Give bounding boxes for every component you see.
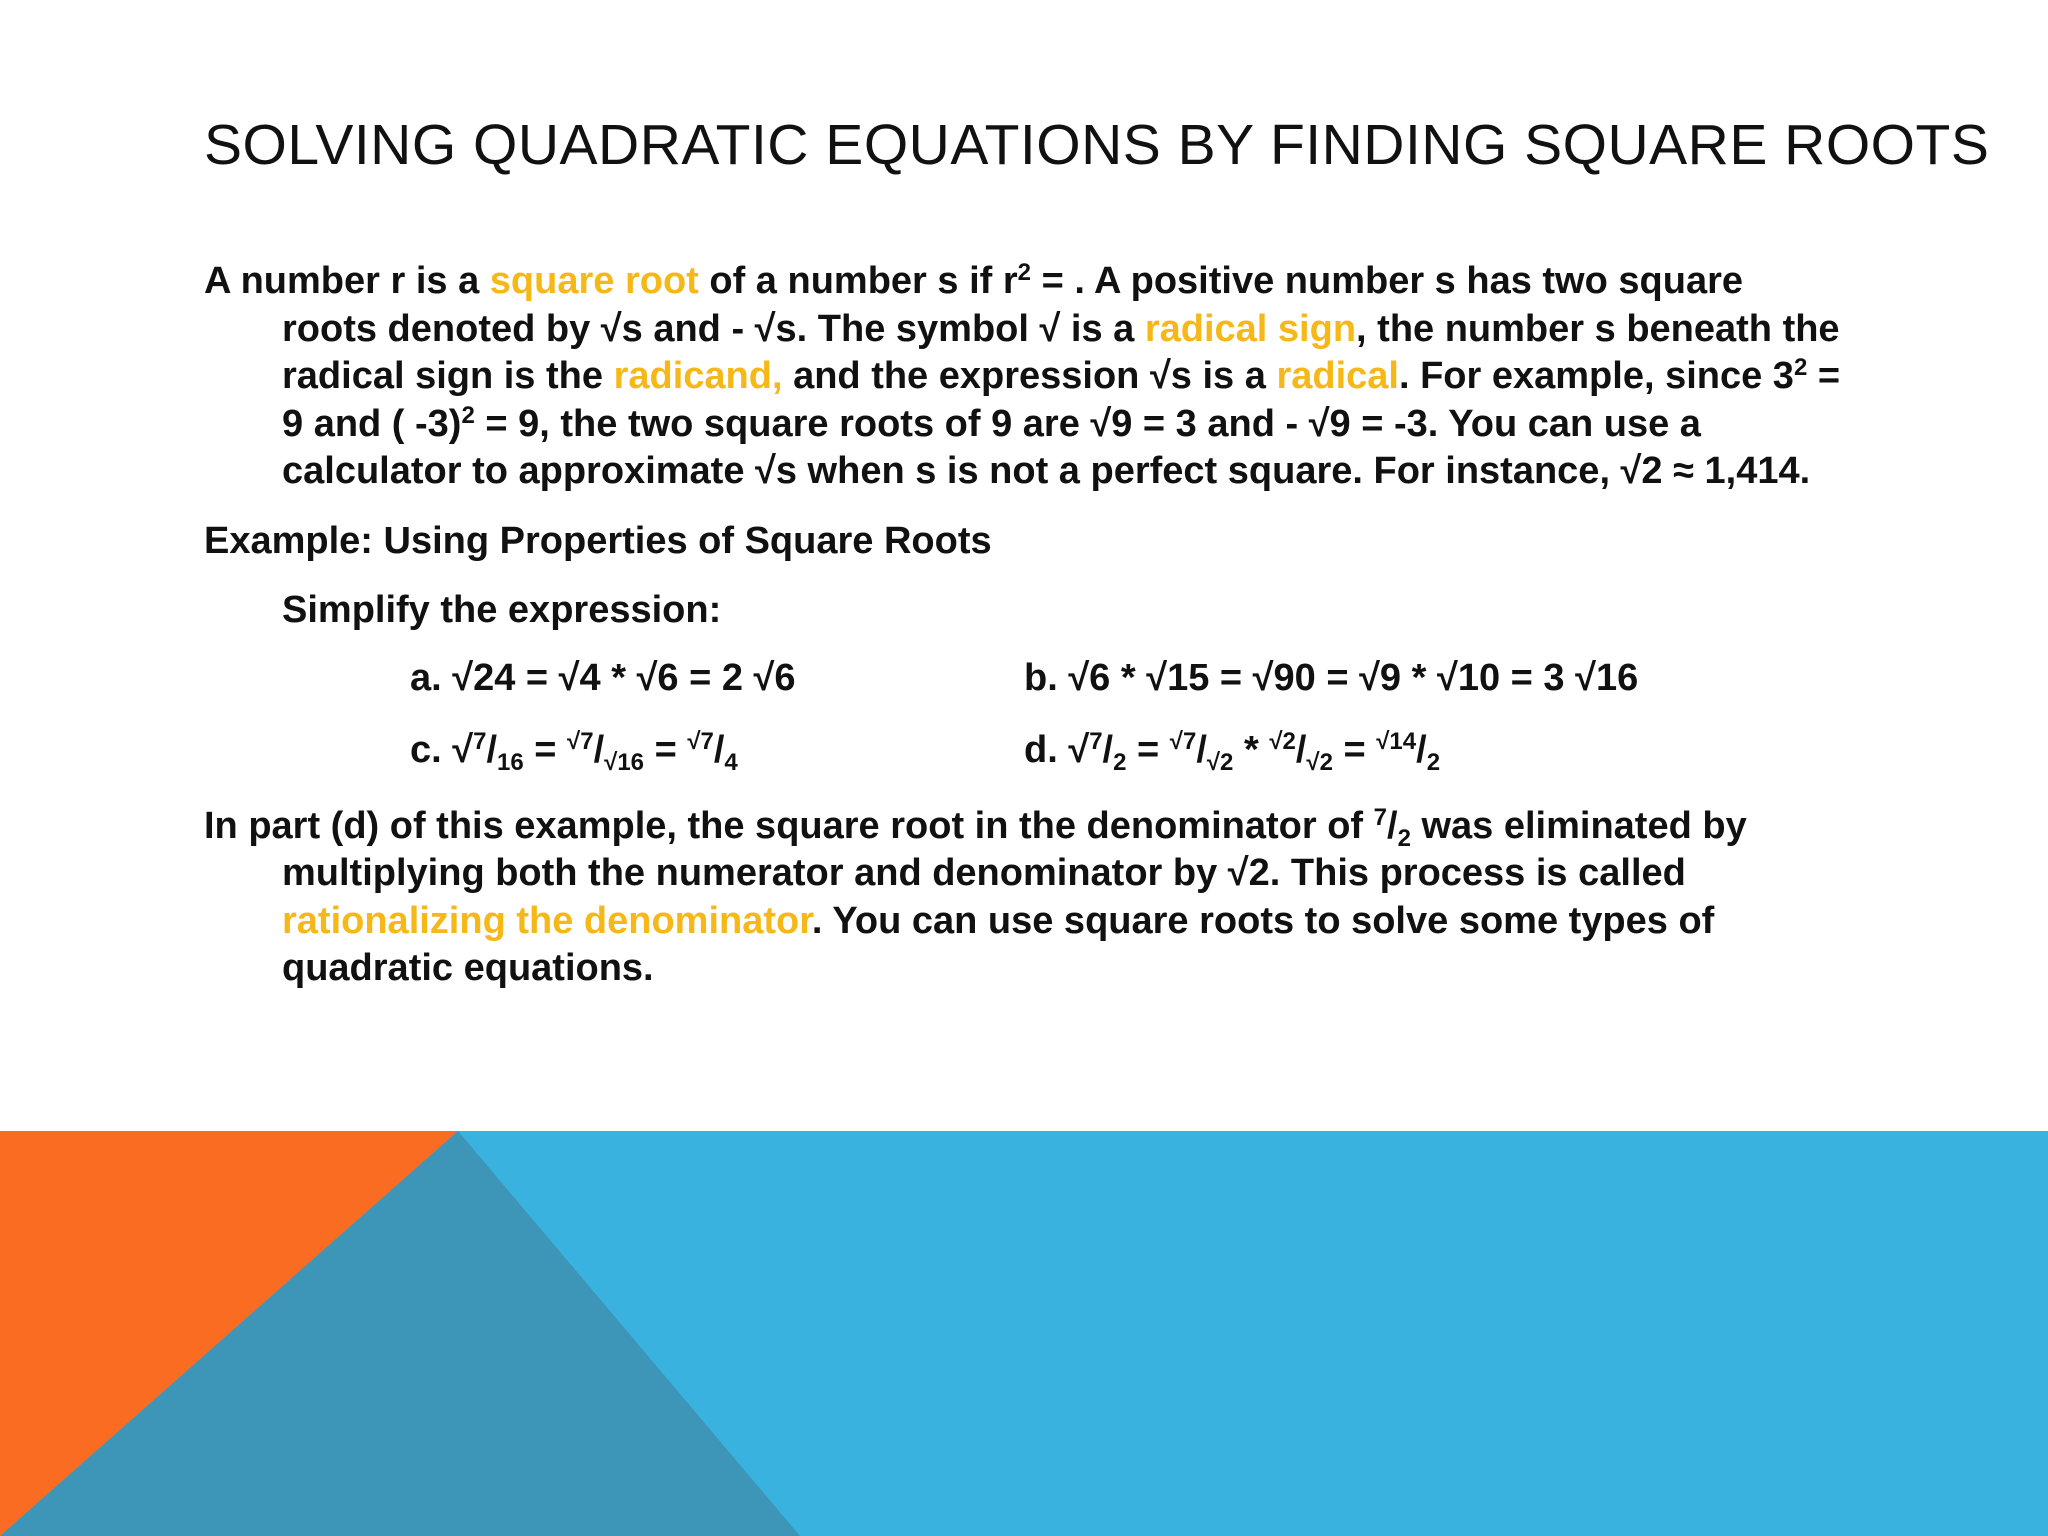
numerator: 7 <box>1373 803 1387 831</box>
fraction-slash: / <box>713 728 725 771</box>
term-radical: radical <box>1276 355 1399 397</box>
example-instruction: Simplify the expression: <box>282 589 722 631</box>
denominator: √2 <box>1206 748 1234 776</box>
intro-text-8: = 9, the two square roots of 9 are √9 = 3 and - √9 = -3. You can use a calculator to approximate √s when s is not a perfect square. For instance, √2 ≈ 1,414. <box>282 402 1811 492</box>
problem-d <box>1024 727 1440 775</box>
equals: = <box>644 728 688 771</box>
term-radical-sign: radical sign <box>1144 307 1357 350</box>
numerator: √7 <box>567 727 594 755</box>
intro-text-7: = 9 and ( -3) <box>282 355 1841 445</box>
intro-text-5: and the expression √s is a <box>782 355 1277 397</box>
closing-text-2: was eliminated by multiplying both the numerator and denominator by √2. This process is called <box>282 804 1747 894</box>
denominator: 2 <box>1113 748 1127 776</box>
fraction-slash: / <box>486 728 498 771</box>
denominator: 2 <box>1397 824 1411 852</box>
intro-text-4: , the number s beneath the radical sign is the <box>282 307 1840 397</box>
numerator: 7 <box>1089 727 1103 755</box>
exponent: 2 <box>1793 354 1808 381</box>
denominator: √2 <box>1306 748 1333 776</box>
fraction-slash: / <box>1196 728 1207 771</box>
intro-text-2: of a number s if r <box>698 260 1018 302</box>
example-problems <box>204 655 1844 795</box>
numerator: √7 <box>1169 727 1197 755</box>
denominator: 4 <box>724 748 738 776</box>
equals: = <box>1332 728 1377 771</box>
intro-text-6: . For example, since 3 <box>1398 355 1794 397</box>
denominator: 2 <box>1426 748 1441 776</box>
numerator: 7 <box>473 727 487 755</box>
fraction-slash: / <box>1416 728 1427 771</box>
slide-title: SOLVING QUADRATIC EQUATIONS BY FINDING SQUARE ROOTS <box>204 113 1990 177</box>
problem-c-prefix: c. √ <box>410 728 474 771</box>
numerator: √14 <box>1376 727 1417 755</box>
multiply: * <box>1233 728 1270 771</box>
closing-paragraph <box>204 803 1844 993</box>
fraction-slash: / <box>1295 728 1307 771</box>
example-heading: Example: Using Properties of Square Roots <box>204 519 992 562</box>
equals: = <box>1126 728 1170 771</box>
intro-text-3: = . A positive number s has two square roots denoted by √s and - √s. The symbol √ is a <box>282 260 1743 350</box>
fraction-slash: / <box>593 728 605 771</box>
decorative-footer <box>0 1131 2048 1536</box>
term-square-root: square root <box>489 260 699 302</box>
exponent: 2 <box>461 401 475 429</box>
problem-a: a. √24 = √4 * √6 = 2 √6 <box>410 656 796 699</box>
numerator: √2 <box>1269 727 1296 755</box>
term-radicand: radicand, <box>613 355 783 397</box>
fraction-slash: / <box>1387 804 1398 847</box>
equals: = <box>523 728 568 771</box>
closing-text-1: In part (d) of this example, the square root in the denominator of <box>204 804 1374 847</box>
slide-body <box>204 258 1844 993</box>
closing-text-3: . You can use square roots to solve some types of quadratic equations. <box>282 899 1715 989</box>
term-rationalizing-the-denominator: rationalizing the denominator <box>282 899 812 942</box>
numerator: √7 <box>687 727 714 755</box>
denominator: √16 <box>604 748 645 776</box>
exponent: 2 <box>1017 259 1032 286</box>
intro-paragraph <box>204 258 1844 496</box>
fraction-slash: / <box>1102 728 1114 771</box>
denominator: 16 <box>497 748 524 776</box>
problem-b: b. √6 * √15 = √90 = √9 * √10 = 3 √16 <box>1024 656 1639 699</box>
intro-text-1: A number r is a <box>204 260 490 302</box>
problem-c <box>410 727 738 775</box>
problem-d-prefix: d. √ <box>1024 728 1090 771</box>
